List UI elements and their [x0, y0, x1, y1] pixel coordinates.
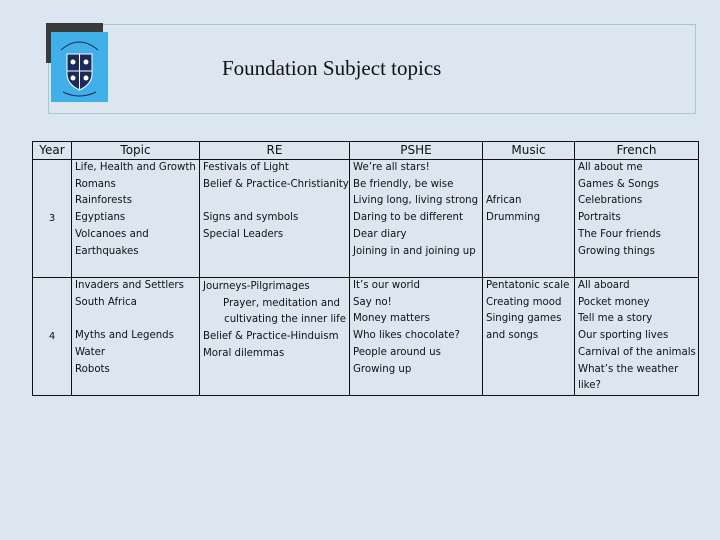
table-row: [33, 160, 699, 278]
french-cell: All about me Games & Songs Celebrations Portraits The Four friends Growing things: [575, 160, 699, 278]
year-cell: 4: [33, 278, 72, 396]
school-crest-icon: [51, 32, 108, 102]
header-topic: Topic: [72, 142, 200, 160]
re-line: Prayer, meditation and: [222, 297, 340, 309]
page-title: Foundation Subject topics: [222, 56, 442, 80]
pshe-cell: We’re all stars! Be friendly, be wise Living long, living strong Daring to be different Dear diary Joining in and joining up: [350, 160, 483, 278]
french-cell: All aboard Pocket money Tell me a story Our sporting lives Carnival of the animals What’s the weather like?: [575, 278, 699, 396]
year-cell: 3: [33, 160, 72, 278]
table-row: [33, 278, 699, 396]
header-row: [33, 142, 699, 160]
header-french: French: [575, 142, 699, 160]
re-cell: [200, 278, 350, 396]
header-year: Year: [33, 142, 72, 160]
music-cell: Pentatonic scale Creating mood Singing games and songs: [483, 278, 575, 396]
music-cell: African Drumming: [483, 160, 575, 278]
topics-table: [32, 141, 699, 396]
re-line: Belief & Practice-Hinduism: [203, 331, 339, 343]
header-pshe: PSHE: [350, 142, 483, 160]
header-music: Music: [483, 142, 575, 160]
re-line: Journeys-Pilgrimages: [203, 281, 310, 292]
topic-cell: Life, Health and Growth Romans Rainforests Egyptians Volcanoes and Earthquakes: [72, 160, 200, 278]
header-re: RE: [200, 142, 350, 160]
school-logo: [51, 32, 108, 102]
re-cell: Festivals of Light Belief & Practice-Christianity Signs and symbols Special Leaders: [200, 160, 350, 278]
re-line: Moral dilemmas: [203, 347, 285, 359]
topic-cell: Invaders and Settlers South Africa Myths and Legends Water Robots: [72, 278, 200, 396]
re-line: cultivating the inner life: [224, 314, 346, 326]
pshe-cell: It’s our world Say no! Money matters Who likes chocolate? People around us Growing up: [350, 278, 483, 396]
